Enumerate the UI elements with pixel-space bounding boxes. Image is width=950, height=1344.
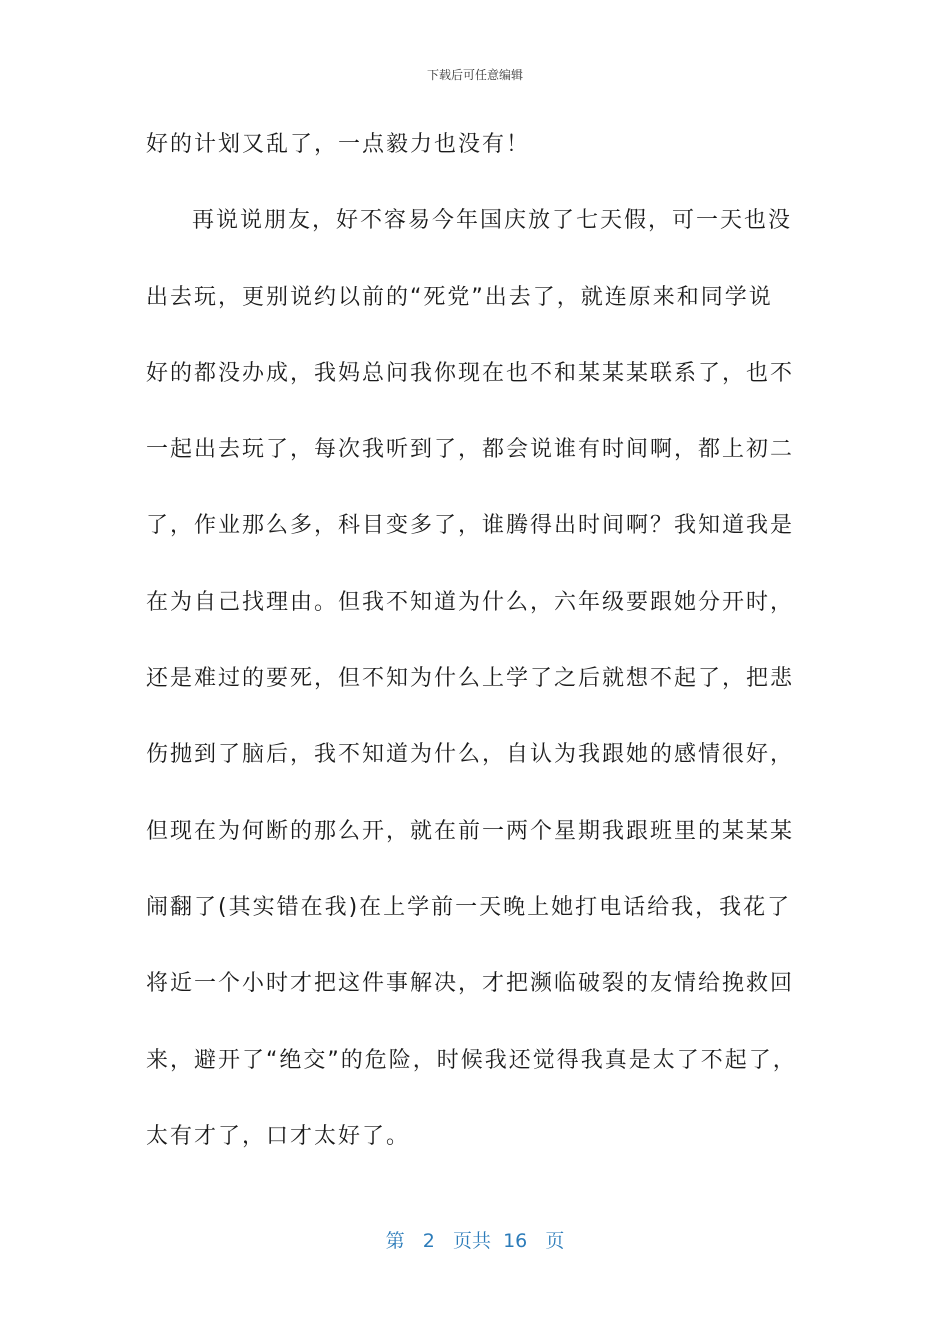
text-line: 再说说朋友，好不容易今年国庆放了七天假，可一天也没 <box>192 208 793 234</box>
text-line: 出去玩，更别说约以前的“死党”出去了，就连原来和同学说 <box>146 284 773 310</box>
text-line: 好的都没办成，我妈总问我你现在也不和某某某联系了，也不 <box>146 360 795 386</box>
footer-suffix: 页 <box>545 1230 565 1252</box>
text-line: 了，作业那么多，科目变多了，谁腾得出时间啊？我知道我是 <box>146 513 795 539</box>
footer-prefix: 第 <box>385 1230 405 1252</box>
text-line: 太有才了，口才太好了。 <box>146 1123 411 1149</box>
text-line: 还是难过的要死，但不知为什么上学了之后就想不起了，把悲 <box>146 666 795 692</box>
text-line: 将近一个小时才把这件事解决，才把濒临破裂的友情给挽救回 <box>146 971 795 997</box>
footer-middle: 页共 <box>452 1230 491 1252</box>
text-line: 来，避开了“绝交”的危险，时候我还觉得我真是太了不起了， <box>146 1047 797 1073</box>
page-footer <box>0 1226 950 1253</box>
text-line: 在为自己找理由。但我不知道为什么，六年级要跟她分开时， <box>146 589 795 615</box>
text-line: 闹翻了(其实错在我)在上学前一天晚上她打电话给我，我花了 <box>146 894 792 920</box>
total-pages-number: 16 <box>503 1230 528 1252</box>
text-line: 伤抛到了脑后，我不知道为什么，自认为我跟她的感情很好， <box>146 742 795 768</box>
document-body <box>146 118 806 1186</box>
current-page-number: 2 <box>422 1230 435 1252</box>
text-line: 一起出去玩了，每次我听到了，都会说谁有时间啊，都上初二 <box>146 437 795 463</box>
text-line: 好的计划又乱了，一点毅力也没有！ <box>146 132 531 157</box>
text-line: 但现在为何断的那么开，就在前一两个星期我跟班里的某某某 <box>146 818 795 844</box>
page-header: 下载后可任意编辑 <box>426 68 523 82</box>
